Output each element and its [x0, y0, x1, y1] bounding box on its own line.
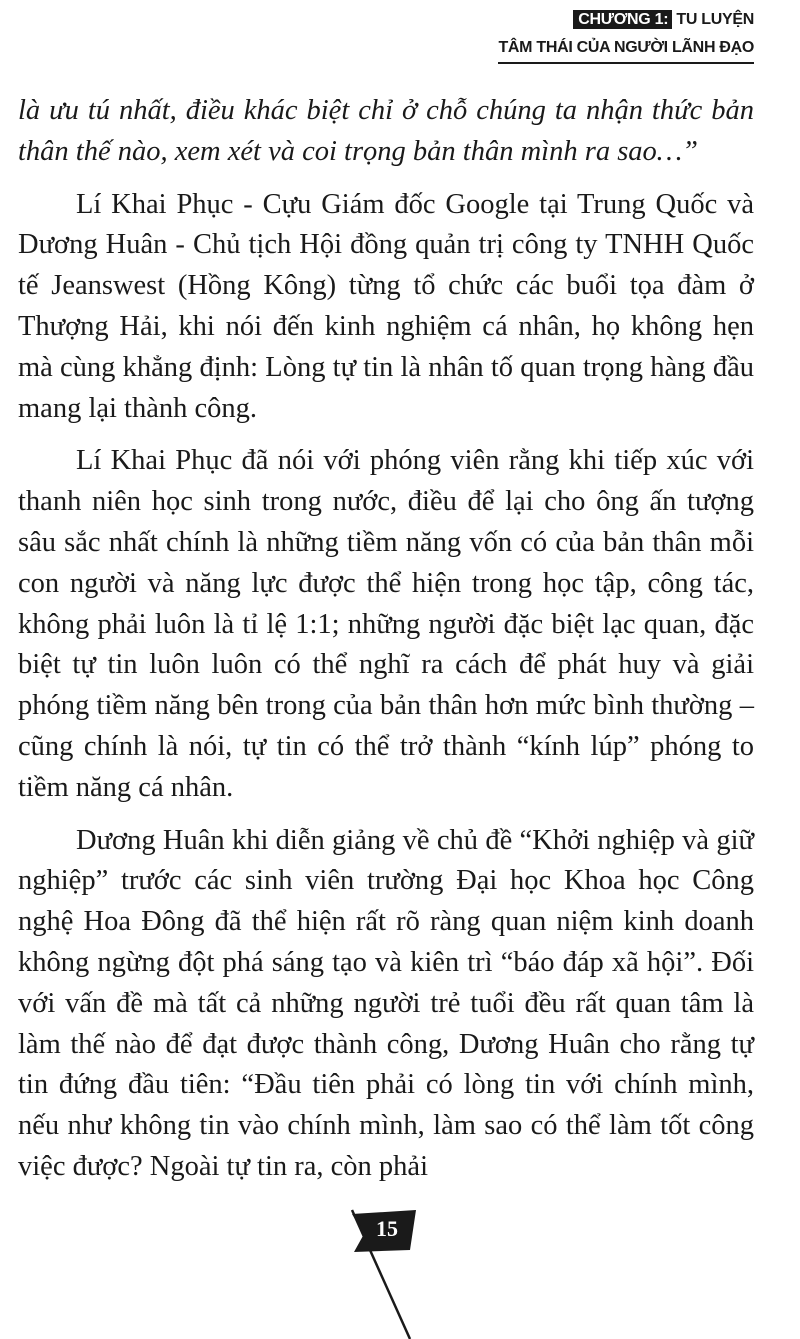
chapter-label: CHƯƠNG 1: — [573, 10, 672, 29]
chapter-title: TU LUYỆN — [676, 11, 754, 28]
running-header — [498, 6, 754, 64]
paragraph: Lí Khai Phục đã nói với phóng viên rằng khi tiếp xúc với thanh niên học sinh trong nước, điều để lại cho ông ấn tượng sâu sắc nhất chính là những tiềm năng vốn có của bản thân mỗi con người và năng lực được thể hiện trong học tập, công tác, không phải luôn là tỉ lệ 1:1; những người đặc biệt lạc quan, đặc biệt tự tin luôn luôn có thể nghĩ ra cách để phát huy và giải phóng tiềm năng bên trong của bản thân hơn mức bình thường – cũng chính là nói, tự tin có thể trở thành “kính lúp” phóng to tiềm năng cá nhân. — [18, 445, 754, 803]
chapter-subtitle: TÂM THÁI CỦA NGƯỜI LÃNH ĐẠO — [498, 34, 754, 64]
paragraph: Dương Huân khi diễn giảng về chủ đề “Khởi nghiệp và giữ nghiệp” trước các sinh viên trường Đại học Khoa học Công nghệ Hoa Đông đã thể hiện rất rõ ràng quan niệm kinh doanh không ngừng đột phá sáng tạo và kiên trì “báo đáp xã hội”. Đối với vấn đề mà tất cả những người trẻ tuổi đều rất quan tâm là làm thế nào để đạt được thành công, Dương Huân cho rằng tự tin đứng đầu tiên: “Đầu tiên phải có lòng tin với chính mình, nếu như không tin vào chính mình, làm sao có thể làm tốt công việc được? Ngoài tự tin ra, còn phải — [18, 824, 754, 1182]
chapter-line — [498, 6, 754, 34]
page-body — [18, 91, 754, 1200]
page-number: 15 — [376, 1216, 398, 1241]
paragraph-continuation: là ưu tú nhất, điều khác biệt chỉ ở chỗ chúng ta nhận thức bản thân thế nào, xem xét và coi trọng bản thân mình ra sao…” — [18, 95, 754, 167]
paragraph: Lí Khai Phục - Cựu Giám đốc Google tại Trung Quốc và Dương Huân - Chủ tịch Hội đồng quản trị công ty TNHH Quốc tế Jeanswest (Hồng Kông) từng tổ chức các buổi tọa đàm ở Thượng Hải, khi nói đến kinh nghiệm cá nhân, họ không hẹn mà cùng khẳng định: Lòng tự tin là nhân tố quan trọng hàng đầu mang lại thành công. — [18, 188, 754, 424]
